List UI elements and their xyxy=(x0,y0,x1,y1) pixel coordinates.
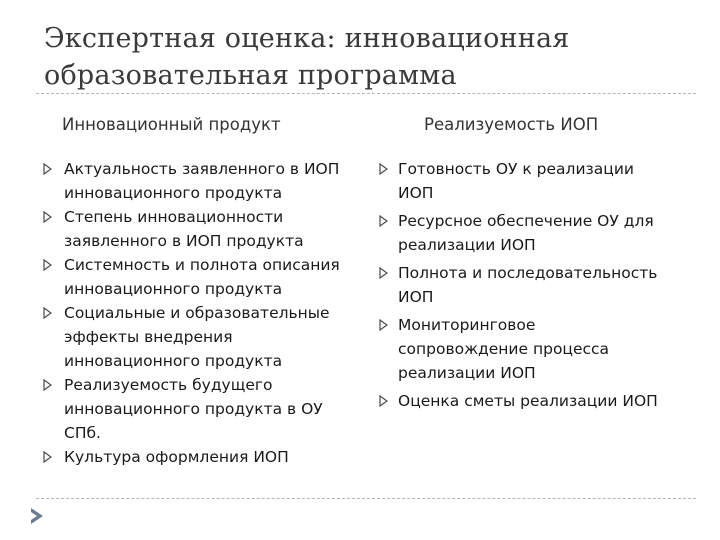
triangle-bullet-icon xyxy=(379,163,388,175)
right-column-list xyxy=(374,157,694,417)
triangle-bullet-icon xyxy=(43,259,52,271)
triangle-bullet-icon xyxy=(379,395,388,407)
right-column-item-1 xyxy=(374,157,694,205)
item-text-line: Актуальность заявленного в ИОП xyxy=(64,160,340,178)
item-text-line: ИОП xyxy=(398,184,434,202)
item-text-line: ИОП xyxy=(398,288,434,306)
triangle-bullet-icon xyxy=(379,319,388,331)
triangle-bullet-icon xyxy=(379,267,388,279)
left-column-item-5 xyxy=(38,373,358,445)
item-text-line: инновационного продукта xyxy=(64,352,283,370)
item-text-line: Мониторинговое xyxy=(398,316,536,334)
triangle-bullet-icon xyxy=(379,215,388,227)
triangle-bullet-icon xyxy=(43,211,52,223)
triangle-bullet-icon xyxy=(43,307,52,319)
title-divider xyxy=(36,93,696,94)
item-text-line: реализации ИОП xyxy=(398,236,536,254)
item-text-line: Полнота и последовательность xyxy=(398,264,658,282)
item-text-line: заявленного в ИОП продукта xyxy=(64,232,304,250)
item-text-line: Оценка сметы реализации ИОП xyxy=(398,392,658,410)
bottom-divider xyxy=(36,498,696,499)
item-text-line: Реализуемость будущего xyxy=(64,376,273,394)
item-text-line: Культура оформления ИОП xyxy=(64,448,289,466)
left-column-item-3 xyxy=(38,253,358,301)
item-text-line: Системность и полнота описания xyxy=(64,256,340,274)
left-column-item-6 xyxy=(38,445,358,469)
navigation-arrow-icon[interactable] xyxy=(30,508,44,524)
right-column-item-3 xyxy=(374,261,694,309)
left-column-item-4 xyxy=(38,301,358,373)
slide-title xyxy=(44,20,684,94)
item-text-line: инновационного продукта в ОУ xyxy=(64,400,323,418)
right-column-item-5 xyxy=(374,389,694,413)
left-column-item-1 xyxy=(38,157,358,205)
right-column-item-4 xyxy=(374,313,694,385)
triangle-bullet-icon xyxy=(43,163,52,175)
item-text-line: эффекты внедрения xyxy=(64,328,233,346)
item-text-line: Степень инновационности xyxy=(64,208,284,226)
left-column-heading: Инновационный продукт xyxy=(62,115,281,134)
triangle-bullet-icon xyxy=(43,451,52,463)
right-column-heading: Реализуемость ИОП xyxy=(424,115,599,134)
slide-title-line-1: Экспертная оценка: инновационная xyxy=(44,23,570,54)
item-text-line: Социальные и образовательные xyxy=(64,304,330,322)
left-column-list xyxy=(38,157,358,469)
item-text-line: сопровождение процесса xyxy=(398,340,610,358)
right-column-item-2 xyxy=(374,209,694,257)
item-text-line: инновационного продукта xyxy=(64,184,283,202)
item-text-line: Ресурсное обеспечение ОУ для xyxy=(398,212,654,230)
item-text-line: реализации ИОП xyxy=(398,364,536,382)
left-column-item-2 xyxy=(38,205,358,253)
item-text-line: СПб. xyxy=(64,424,101,442)
item-text-line: инновационного продукта xyxy=(64,280,283,298)
triangle-bullet-icon xyxy=(43,379,52,391)
item-text-line: Готовность ОУ к реализации xyxy=(398,160,634,178)
slide-title-line-2: образовательная программа xyxy=(44,60,457,91)
